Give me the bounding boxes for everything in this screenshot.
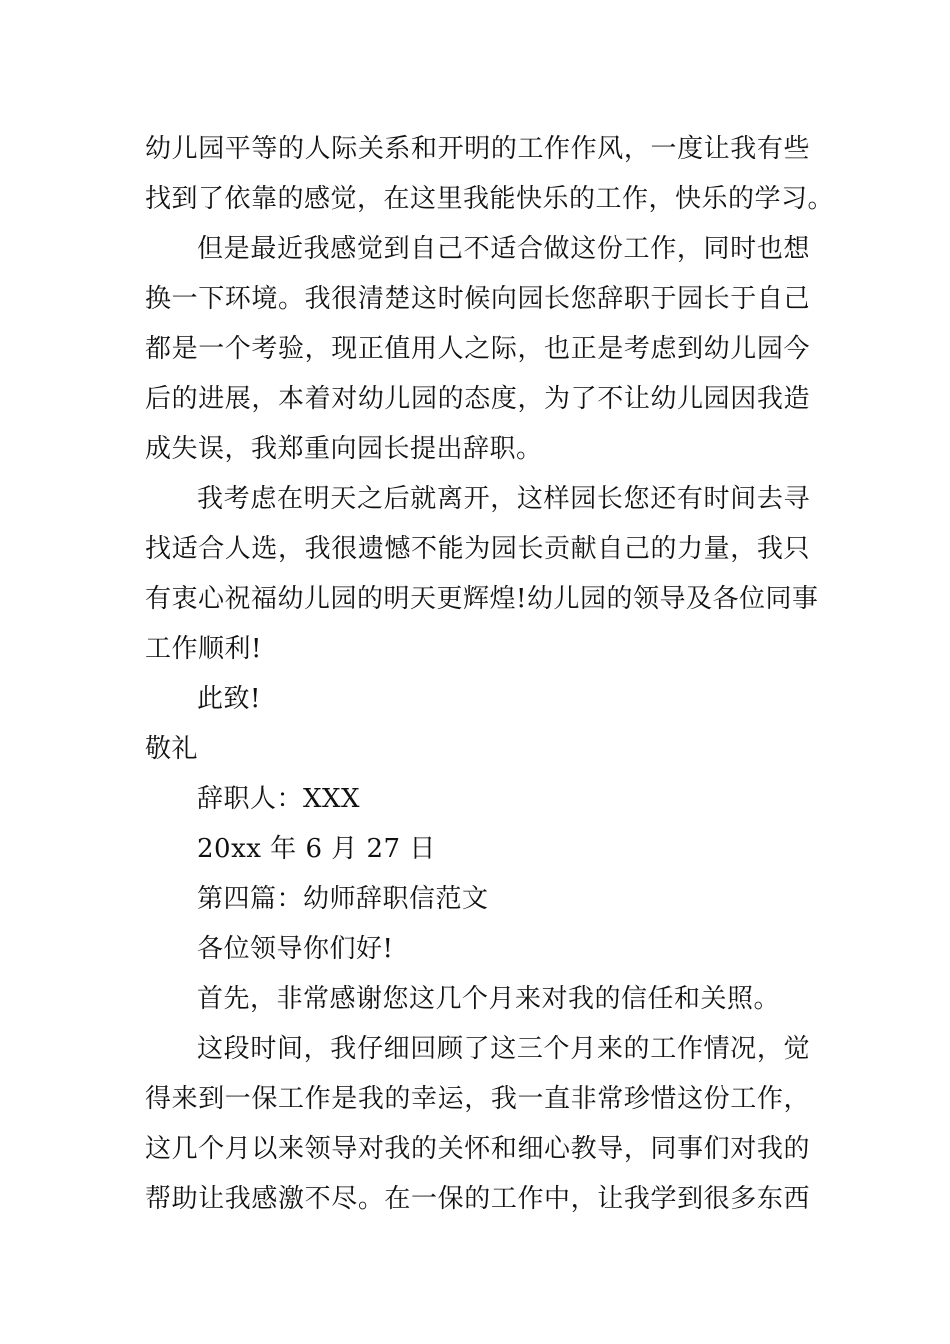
closing-regards: 敬礼 [145,734,199,764]
paragraph-first-line: 这段时间，我仔细回顾了这三个月来的工作情况，觉 [197,1034,810,1064]
signature-date: 20xx 年 6 月 27 日 [197,834,436,864]
body-line: 得来到一保工作是我的幸运，我一直非常珍惜这份工作， [145,1084,810,1114]
body-line: 帮助让我感激不尽。在一保的工作中，让我学到很多东西 [145,1184,810,1214]
greeting: 各位领导你们好! [197,934,394,964]
body-line: 有衷心祝福幼儿园的明天更辉煌!幼儿园的领导及各位同事 [145,584,819,614]
body-line: 找适合人选，我很遗憾不能为园长贡献自己的力量，我只 [145,534,810,564]
paragraph-first-line: 但是最近我感觉到自己不适合做这份工作，同时也想 [197,234,810,264]
paragraph-first-line: 首先，非常感谢您这几个月来对我的信任和关照。 [197,984,781,1014]
closing-salutation: 此致! [197,684,261,714]
body-line: 这几个月以来领导对我的关怀和细心教导，同事们对我的 [145,1134,810,1164]
body-line: 后的进展，本着对幼儿园的态度，为了不让幼儿园因我造 [145,384,810,414]
body-line: 都是一个考验，现正值用人之际，也正是考虑到幼儿园今 [145,334,810,364]
body-line: 换一下环境。我很清楚这时候向园长您辞职于园长于自己 [145,284,810,314]
body-line: 找到了依靠的感觉，在这里我能快乐的工作，快乐的学习。 [145,184,835,214]
signature-name: 辞职人：XXX [197,784,361,814]
section-heading: 第四篇：幼师辞职信范文 [197,884,489,914]
body-line: 成失误，我郑重向园长提出辞职。 [145,434,543,464]
paragraph-first-line: 我考虑在明天之后就离开，这样园长您还有时间去寻 [197,484,810,514]
body-line: 幼儿园平等的人际关系和开明的工作作风，一度让我有些 [145,134,810,164]
body-line: 工作顺利! [145,634,262,664]
